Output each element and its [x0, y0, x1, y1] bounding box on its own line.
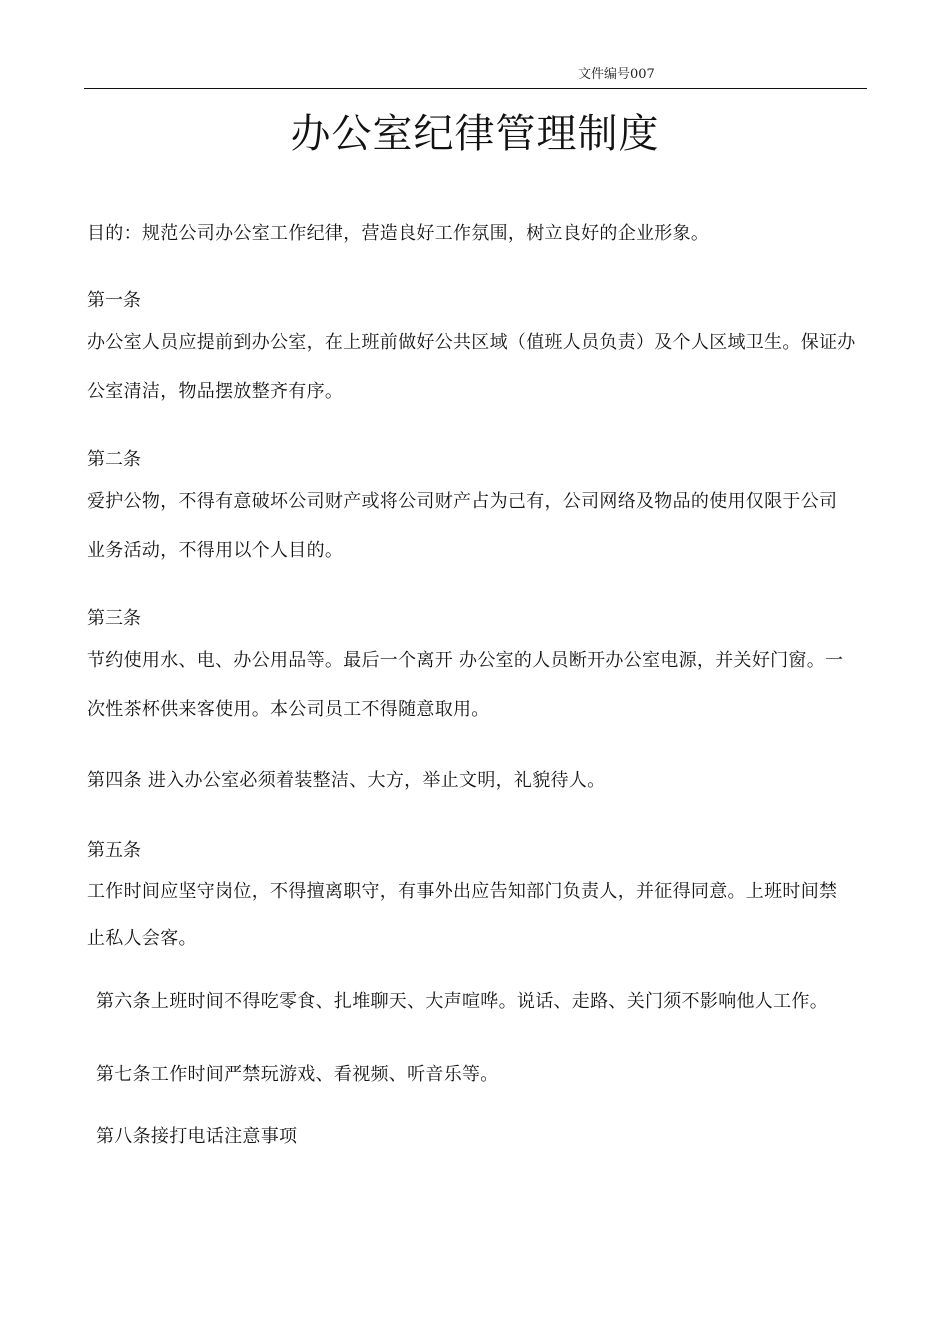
article-3-line-1: 节约使用水、电、办公用品等。最后一个离开 办公室的人员断开办公室电源，并关好门窗。一	[87, 650, 844, 671]
article-5-line-2: 止私人会客。	[87, 928, 197, 949]
article-1-line-2: 公室清洁，物品摆放整齐有序。	[87, 381, 344, 402]
article-2-heading: 第二条	[87, 449, 141, 470]
purpose-statement: 目的：规范公司办公室工作纪律，营造良好工作氛围，树立良好的企业形象。	[87, 223, 710, 244]
article-1-line-1: 办公室人员应提前到办公室，在上班前做好公共区域（值班人员负责）及个人区域卫生。保证办	[87, 332, 856, 353]
article-5-line-1: 工作时间应坚守岗位，不得擅离职守，有事外出应告知部门负责人，并征得同意。上班时间禁	[87, 881, 838, 902]
article-1-heading: 第一条	[87, 290, 141, 311]
article-3-line-2: 次性茶杯供来客使用。本公司员工不得随意取用。	[87, 699, 490, 720]
article-7: 第七条工作时间严禁玩游戏、看视频、听音乐等。	[96, 1064, 499, 1085]
document-title: 办公室纪律管理制度	[290, 111, 660, 157]
article-3-heading: 第三条	[87, 608, 141, 629]
article-6: 第六条上班时间不得吃零食、扎堆聊天、大声喧哗。说话、走路、关门须不影响他人工作。	[96, 991, 828, 1012]
article-2-line-1: 爱护公物，不得有意破坏公司财产或将公司财产占为己有，公司网络及物品的使用仅限于公司	[87, 491, 838, 512]
article-2-line-2: 业务活动，不得用以个人目的。	[87, 540, 344, 561]
header-divider	[84, 88, 867, 89]
article-8: 第八条接打电话注意事项	[96, 1126, 298, 1147]
article-5-heading: 第五条	[87, 840, 141, 861]
document-number: 文件编号007	[578, 67, 655, 82]
article-4: 第四条 进入办公室必须着装整洁、大方，举止文明，礼貌待人。	[87, 770, 606, 791]
